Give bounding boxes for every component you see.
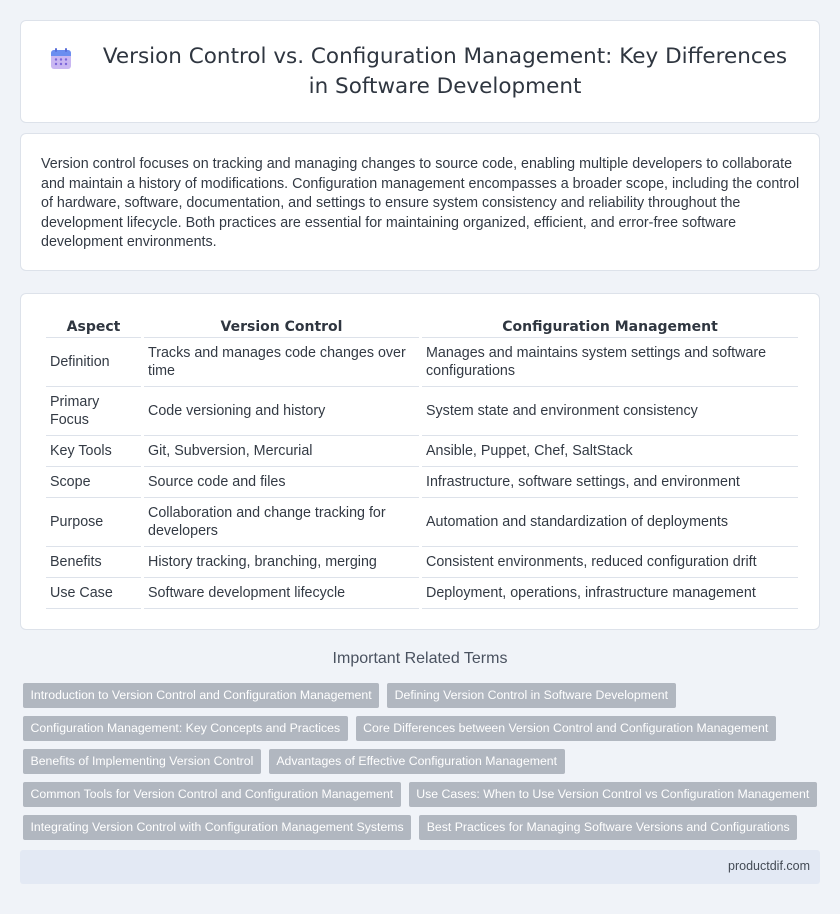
table-header-row xyxy=(46,316,798,338)
related-term-tag[interactable]: Configuration Management: Key Concepts and Practices xyxy=(23,716,348,741)
related-terms-list xyxy=(23,683,818,840)
table-row xyxy=(46,578,798,609)
table-cell-aspect: Scope xyxy=(46,467,141,498)
intro-paragraph: Version control focuses on tracking and managing changes to source code, enabling multiple developers to collaborate and maintain a history of modifications. Configuration management encompasses a broader scope, including the control of hardware, software, documentation, and settings to ensure system consistency and reliability throughout the development lifecycle. Both practices are essential for maintaining organized, efficient, and error-free software development environments. xyxy=(41,156,800,251)
table-cell-configuration-management: System state and environment consistency xyxy=(422,387,798,436)
header-card xyxy=(20,20,820,123)
related-term-tag[interactable]: Advantages of Effective Configuration Management xyxy=(269,749,565,774)
column-header-configuration-management: Configuration Management xyxy=(422,316,798,338)
comparison-table xyxy=(43,316,801,609)
table-cell-aspect: Definition xyxy=(46,338,141,387)
related-term-tag[interactable]: Benefits of Implementing Version Control xyxy=(23,749,261,774)
related-term-tag[interactable]: Core Differences between Version Control and Configuration Management xyxy=(356,716,776,741)
related-term-tag[interactable]: Introduction to Version Control and Configuration Management xyxy=(23,683,379,708)
table-cell-configuration-management: Consistent environments, reduced configuration drift xyxy=(422,547,798,578)
table-cell-configuration-management: Ansible, Puppet, Chef, SaltStack xyxy=(422,436,798,467)
table-row xyxy=(46,547,798,578)
table-cell-version-control: Code versioning and history xyxy=(144,387,419,436)
page-title: Version Control vs. Configuration Management: Key Differences in Software Development xyxy=(102,43,788,99)
column-header-version-control: Version Control xyxy=(144,316,419,338)
table-cell-version-control: Git, Subversion, Mercurial xyxy=(144,436,419,467)
table-row xyxy=(46,467,798,498)
table-row xyxy=(46,436,798,467)
table-cell-version-control: Collaboration and change tracking for developers xyxy=(144,498,419,547)
table-cell-configuration-management: Automation and standardization of deployments xyxy=(422,498,798,547)
table-cell-aspect: Use Case xyxy=(46,578,141,609)
related-term-tag[interactable]: Integrating Version Control with Configuration Management Systems xyxy=(23,815,411,840)
footer-bar xyxy=(20,850,820,884)
intro-card xyxy=(20,133,820,271)
table-row xyxy=(46,338,798,387)
table-cell-aspect: Primary Focus xyxy=(46,387,141,436)
table-cell-version-control: History tracking, branching, merging xyxy=(144,547,419,578)
related-term-tag[interactable]: Best Practices for Managing Software Versions and Configurations xyxy=(419,815,797,840)
table-cell-version-control: Source code and files xyxy=(144,467,419,498)
related-term-tag[interactable]: Use Cases: When to Use Version Control vs Configuration Management xyxy=(409,782,817,807)
related-term-tag[interactable]: Common Tools for Version Control and Configuration Management xyxy=(23,782,401,807)
table-cell-configuration-management: Deployment, operations, infrastructure management xyxy=(422,578,798,609)
table-cell-aspect: Purpose xyxy=(46,498,141,547)
table-row xyxy=(46,498,798,547)
table-cell-aspect: Key Tools xyxy=(46,436,141,467)
table-cell-version-control: Tracks and manages code changes over time xyxy=(144,338,419,387)
column-header-aspect: Aspect xyxy=(46,316,141,338)
table-cell-version-control: Software development lifecycle xyxy=(144,578,419,609)
related-term-tag[interactable]: Defining Version Control in Software Development xyxy=(387,683,675,708)
table-cell-configuration-management: Manages and maintains system settings and software configurations xyxy=(422,338,798,387)
footer-site-link[interactable]: productdif.com xyxy=(728,859,810,873)
table-cell-configuration-management: Infrastructure, software settings, and environment xyxy=(422,467,798,498)
related-terms-heading: Important Related Terms xyxy=(332,650,508,667)
table-row xyxy=(46,387,798,436)
comparison-card xyxy=(20,293,820,630)
table-cell-aspect: Benefits xyxy=(46,547,141,578)
